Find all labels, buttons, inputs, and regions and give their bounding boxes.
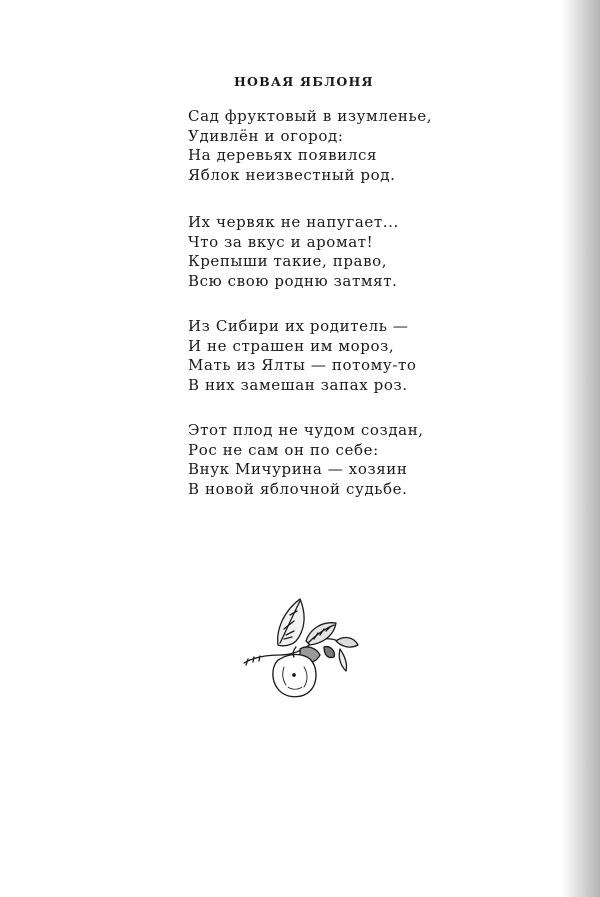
poem-title: НОВАЯ ЯБЛОНЯ	[234, 74, 374, 89]
poem-line: И не страшен им мороз,	[188, 336, 395, 355]
poem-line: На деревьях появился	[188, 146, 378, 164]
poem-line: В новой яблочной судьбе.	[188, 479, 408, 498]
poem-line: Крепыши такие, право,	[188, 252, 388, 270]
poem-line: Яблок неизвестный род.	[188, 165, 396, 184]
poem-line: Рос не сам он по себе:	[188, 440, 379, 459]
poem-line: Сад фруктовый в изумленье,	[188, 107, 433, 125]
poem	[188, 72, 518, 499]
stanza-4	[188, 421, 518, 499]
poem-line: Мать из Ялты — потому-то	[188, 356, 417, 374]
stanza-2	[188, 213, 518, 291]
poem-line: В них замешан запах роз.	[188, 375, 408, 394]
page-edge-shadow	[562, 0, 600, 897]
poem-line: Удивлён и огород:	[188, 126, 344, 145]
apple-branch-illustration-icon	[240, 595, 362, 705]
stanza-3	[188, 317, 518, 395]
poem-line: Всю свою родню затмят.	[188, 271, 398, 290]
poem-line: Из Сибири их родитель —	[188, 317, 409, 335]
poem-line: Этот плод не чудом создан,	[188, 421, 424, 439]
stanza-1	[188, 107, 518, 185]
poem-line: Их червяк не напугает...	[188, 213, 399, 231]
poem-line: Внук Мичурина — хозяин	[188, 460, 408, 478]
poem-line: Что за вкус и аромат!	[188, 232, 374, 251]
